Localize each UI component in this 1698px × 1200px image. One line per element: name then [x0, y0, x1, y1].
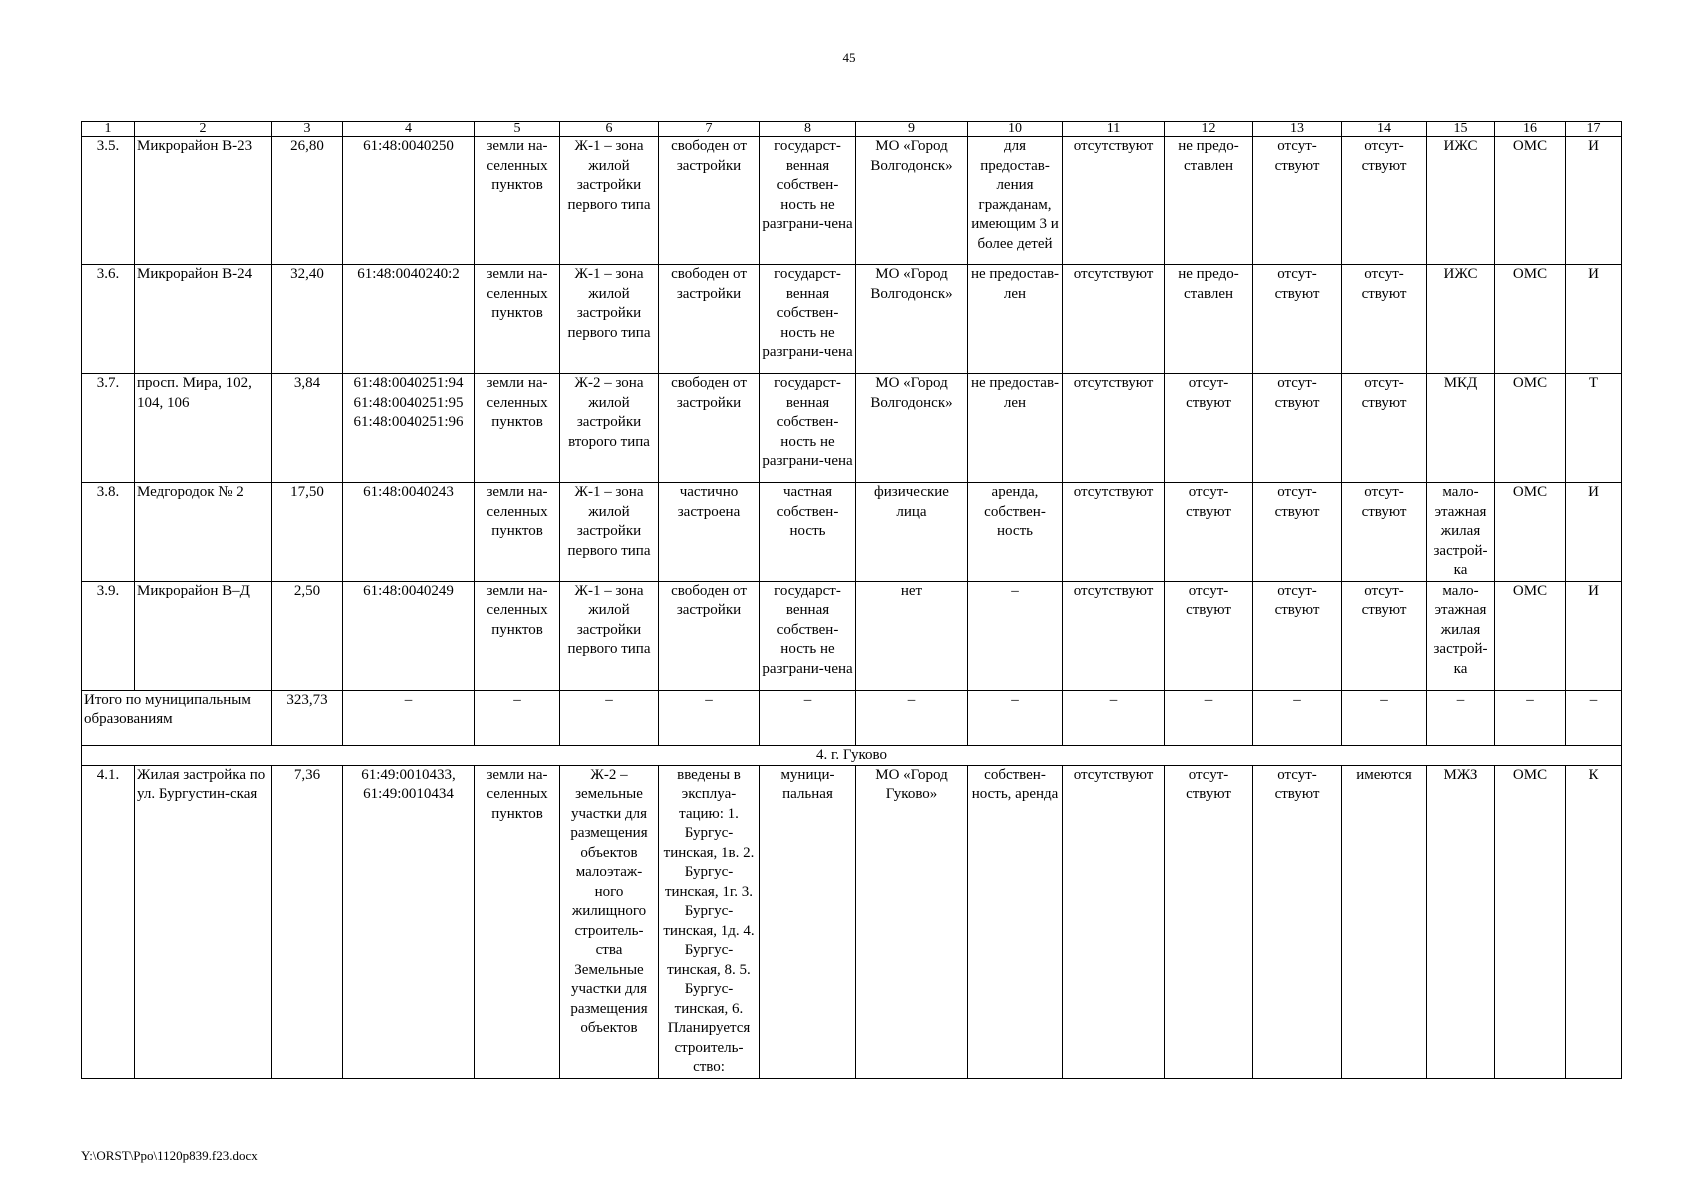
table-cell: – [968, 581, 1063, 690]
table-cell: 2,50 [272, 581, 343, 690]
table-cell: К [1566, 765, 1622, 1078]
table-cell: отсутствуют [1063, 137, 1165, 265]
table-cell: отсут-ствуют [1165, 765, 1253, 1078]
table-cell: отсутствуют [1063, 265, 1165, 374]
section-title: 4. г. Гуково [82, 745, 1622, 765]
table-cell: 61:48:0040251:94 61:48:0040251:95 61:48:0040251:96 [343, 374, 475, 483]
table-cell: не предостав-лен [968, 374, 1063, 483]
table-cell: отсутствуют [1063, 483, 1165, 582]
table-cell: ОМС [1495, 483, 1566, 582]
table-cell: физические лица [856, 483, 968, 582]
table-cell: отсут-ствуют [1253, 265, 1342, 374]
table-cell: отсутствуют [1063, 765, 1165, 1078]
table-cell: муници-пальная [760, 765, 856, 1078]
column-number-cell: 5 [475, 122, 560, 137]
table-cell: мало-этажная жилая застрой-ка [1427, 483, 1495, 582]
table-cell: отсутствуют [1063, 374, 1165, 483]
table-row [82, 137, 1622, 265]
table-cell: ОМС [1495, 581, 1566, 690]
page-number: 45 [842, 50, 856, 65]
table-cell: МО «Город Волгодонск» [856, 137, 968, 265]
table-cell: земли на-селенных пунктов [475, 765, 560, 1078]
table-cell: МО «Город Волгодонск» [856, 265, 968, 374]
table-cell: отсут-ствуют [1253, 581, 1342, 690]
total-row [82, 690, 1622, 745]
table-cell: Микрорайон В-23 [135, 137, 272, 265]
total-dash-cell: – [1063, 690, 1165, 745]
table-cell: Ж-1 – зона жилой застройки первого типа [560, 483, 659, 582]
column-number-cell: 17 [1566, 122, 1622, 137]
table-cell: не предостав-лен [968, 265, 1063, 374]
table-cell: 61:48:0040240:2 [343, 265, 475, 374]
table-cell: отсут-ствуют [1165, 581, 1253, 690]
column-number-cell: 15 [1427, 122, 1495, 137]
table-cell: 61:48:0040243 [343, 483, 475, 582]
table-row [82, 374, 1622, 483]
table-cell: 3.6. [82, 265, 135, 374]
table-cell: МКД [1427, 374, 1495, 483]
table-cell: земли на-селенных пунктов [475, 483, 560, 582]
table-cell: свободен от застройки [659, 374, 760, 483]
table-cell: отсут-ствуют [1165, 374, 1253, 483]
column-number-cell: 12 [1165, 122, 1253, 137]
table-cell: Т [1566, 374, 1622, 483]
table-cell: ОМС [1495, 265, 1566, 374]
column-number-cell: 11 [1063, 122, 1165, 137]
table-cell: мало-этажная жилая застрой-ка [1427, 581, 1495, 690]
table-cell: 32,40 [272, 265, 343, 374]
table-cell: 17,50 [272, 483, 343, 582]
table-cell: собствен-ность, аренда [968, 765, 1063, 1078]
total-dash-cell: – [1427, 690, 1495, 745]
total-dash-cell: – [560, 690, 659, 745]
table-cell: государст-венная собствен-ность не разграни-чена [760, 137, 856, 265]
table-cell: отсут-ствуют [1253, 137, 1342, 265]
column-number-row [82, 122, 1622, 137]
table-cell: просп. Мира, 102, 104, 106 [135, 374, 272, 483]
table-cell: 4.1. [82, 765, 135, 1078]
table-cell: ОМС [1495, 374, 1566, 483]
table-cell: Ж-2 – зона жилой застройки второго типа [560, 374, 659, 483]
column-number-cell: 13 [1253, 122, 1342, 137]
total-dash-cell: – [475, 690, 560, 745]
table-cell: 3.5. [82, 137, 135, 265]
column-number-cell: 1 [82, 122, 135, 137]
total-dash-cell: – [1342, 690, 1427, 745]
column-number-cell: 8 [760, 122, 856, 137]
table-cell: земли на-селенных пунктов [475, 265, 560, 374]
table-cell: 3,84 [272, 374, 343, 483]
table-cell: ИЖС [1427, 265, 1495, 374]
table-cell: отсут-ствуют [1342, 374, 1427, 483]
file-path-footer: Y:\ORST\Ppo\1120p839.f23.docx [81, 1148, 258, 1163]
total-dash-cell: – [968, 690, 1063, 745]
column-number-cell: 4 [343, 122, 475, 137]
total-dash-cell: – [343, 690, 475, 745]
total-dash-cell: – [659, 690, 760, 745]
table-row [82, 265, 1622, 374]
table-cell: 3.8. [82, 483, 135, 582]
table-cell: ОМС [1495, 765, 1566, 1078]
table-cell: свободен от застройки [659, 137, 760, 265]
table-cell: отсут-ствуют [1253, 374, 1342, 483]
column-number-cell: 3 [272, 122, 343, 137]
table-cell: Ж-1 – зона жилой застройки первого типа [560, 581, 659, 690]
column-number-cell: 6 [560, 122, 659, 137]
table-cell: не предо-ставлен [1165, 137, 1253, 265]
table-cell: отсут-ствуют [1342, 581, 1427, 690]
column-number-cell: 14 [1342, 122, 1427, 137]
table-cell: земли на-селенных пунктов [475, 581, 560, 690]
column-number-cell: 10 [968, 122, 1063, 137]
table-cell: И [1566, 137, 1622, 265]
total-value: 323,73 [272, 690, 343, 745]
column-number-cell: 2 [135, 122, 272, 137]
table-cell: для предостав-ления гражданам, имеющим 3 и более детей [968, 137, 1063, 265]
table-cell: 61:48:0040250 [343, 137, 475, 265]
table-row [82, 483, 1622, 582]
table-cell: отсутствуют [1063, 581, 1165, 690]
section-row [82, 745, 1622, 765]
table-cell: 7,36 [272, 765, 343, 1078]
table-cell: государст-венная собствен-ность не разграни-чена [760, 581, 856, 690]
table-cell: Микрорайон В–Д [135, 581, 272, 690]
table-cell: не предо-ставлен [1165, 265, 1253, 374]
column-number-cell: 16 [1495, 122, 1566, 137]
table-cell: МО «Город Гуково» [856, 765, 968, 1078]
table-cell: отсут-ствуют [1342, 137, 1427, 265]
table-cell: отсут-ствуют [1342, 265, 1427, 374]
table-cell: 26,80 [272, 137, 343, 265]
total-dash-cell: – [1165, 690, 1253, 745]
total-dash-cell: – [1566, 690, 1622, 745]
table-cell: Ж-2 – земельные участки для размещения объектов малоэтаж-ного жилищного строитель-ства Земельные участки для размещения объектов [560, 765, 659, 1078]
table-cell: И [1566, 483, 1622, 582]
table-cell: отсут-ствуют [1253, 483, 1342, 582]
table-cell: 61:49:0010433, 61:49:0010434 [343, 765, 475, 1078]
table-cell: МО «Город Волгодонск» [856, 374, 968, 483]
table-cell: государст-венная собствен-ность не разграни-чена [760, 374, 856, 483]
table-cell: Ж-1 – зона жилой застройки первого типа [560, 265, 659, 374]
table-cell: государст-венная собствен-ность не разграни-чена [760, 265, 856, 374]
table-cell: отсут-ствуют [1253, 765, 1342, 1078]
table-cell: И [1566, 581, 1622, 690]
column-number-cell: 7 [659, 122, 760, 137]
table-cell: ОМС [1495, 137, 1566, 265]
table-cell: введены в эксплуа-тацию: 1. Бургус-тинская, 1в. 2. Бургус-тинская, 1г. 3. Бургус-тинская, 1д. 4. Бургус-тинская, 8. 5. Бургус-тинская, 6. Планируется строитель-ство: [659, 765, 760, 1078]
table-row [82, 765, 1622, 1078]
table-cell: 61:48:0040249 [343, 581, 475, 690]
total-dash-cell: – [760, 690, 856, 745]
table-cell: отсут-ствуют [1165, 483, 1253, 582]
table-cell: земли на-селенных пунктов [475, 374, 560, 483]
total-dash-cell: – [1253, 690, 1342, 745]
table-cell: частная собствен-ность [760, 483, 856, 582]
table-cell: Микрорайон В-24 [135, 265, 272, 374]
table-cell: ИЖС [1427, 137, 1495, 265]
table-cell: Ж-1 – зона жилой застройки первого типа [560, 137, 659, 265]
table-cell: Медгородок № 2 [135, 483, 272, 582]
table-cell: земли на-селенных пунктов [475, 137, 560, 265]
table-cell: отсут-ствуют [1342, 483, 1427, 582]
table-cell: МЖЗ [1427, 765, 1495, 1078]
land-plots-table [81, 121, 1622, 1079]
table-cell: имеются [1342, 765, 1427, 1078]
table-cell: аренда, собствен-ность [968, 483, 1063, 582]
column-number-cell: 9 [856, 122, 968, 137]
total-dash-cell: – [856, 690, 968, 745]
table-row [82, 581, 1622, 690]
table-cell: нет [856, 581, 968, 690]
table-cell: свободен от застройки [659, 265, 760, 374]
total-dash-cell: – [1495, 690, 1566, 745]
table-cell: 3.7. [82, 374, 135, 483]
total-label: Итого по муниципальным образованиям [82, 690, 272, 745]
table-cell: свободен от застройки [659, 581, 760, 690]
table-cell: И [1566, 265, 1622, 374]
table-cell: 3.9. [82, 581, 135, 690]
table-cell: Жилая застройка по ул. Бургустин-ская [135, 765, 272, 1078]
table-cell: частично застроена [659, 483, 760, 582]
